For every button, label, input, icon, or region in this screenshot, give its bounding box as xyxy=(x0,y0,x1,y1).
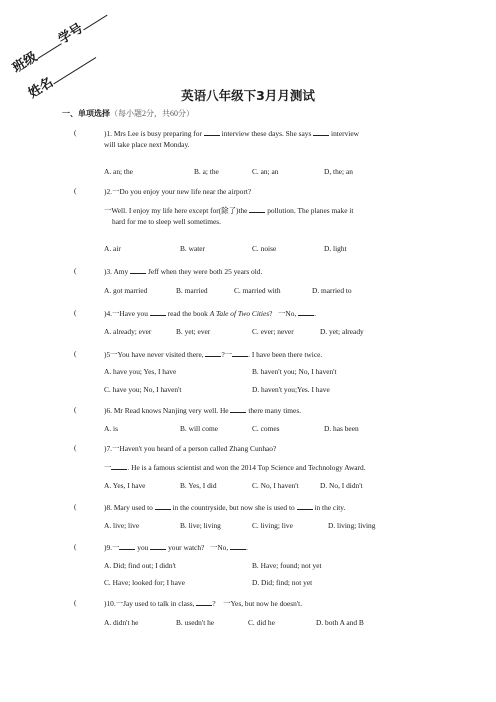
option: A. Did; find out; I didn't xyxy=(104,561,176,570)
section-heading xyxy=(62,108,194,119)
question-text: )6. Mr Read knows Nanjing very well. He xyxy=(104,406,229,415)
option: D. Did; find; not yet xyxy=(252,578,313,587)
question-text: read the book xyxy=(167,309,208,318)
option: D. light xyxy=(324,244,347,253)
question-text: )3. Amy xyxy=(104,267,129,276)
question-text: )8. Mary used to xyxy=(104,503,153,512)
question-4 xyxy=(104,308,422,319)
answer-paren: ( xyxy=(74,598,77,607)
answer-blank xyxy=(230,405,246,413)
question-7 xyxy=(104,443,422,454)
option: A. is xyxy=(104,424,118,433)
option: B. water xyxy=(180,244,206,253)
question-text: . He is a famous scientist and won the 2014 Top Science and Technology Award. xyxy=(127,463,366,472)
question-text: interview xyxy=(331,129,359,138)
name-label: 姓名 xyxy=(26,75,57,102)
class-label: 班级 xyxy=(10,49,41,77)
answer-blank xyxy=(205,349,221,357)
option: C. noise xyxy=(252,244,277,253)
question-text: hard for me to sleep well sometimes. xyxy=(112,217,221,226)
answer-blank xyxy=(196,598,212,606)
question-7-reply xyxy=(104,462,422,473)
option: A. got married xyxy=(104,286,148,295)
option: A. Yes, I have xyxy=(104,481,146,490)
option: A. have you; Yes, I have xyxy=(104,367,177,376)
section-title: 一、单项选择 xyxy=(62,109,110,118)
question-text: pollution. The planes make it xyxy=(267,206,354,215)
answer-paren: ( xyxy=(74,349,77,358)
answer-paren: ( xyxy=(74,128,77,137)
answer-paren: ( xyxy=(74,443,77,452)
answer-blank xyxy=(150,542,166,550)
question-text: ? xyxy=(269,309,273,318)
answer-blank xyxy=(249,205,265,213)
option: C. Have; looked for; I have xyxy=(104,578,185,587)
number-blank xyxy=(78,6,108,30)
answer-blank xyxy=(155,502,171,510)
option: C. did he xyxy=(248,618,275,627)
answer-paren: ( xyxy=(74,502,77,511)
option: C. an; an xyxy=(252,167,279,176)
question-text: )10.一Jay used to talk in class, xyxy=(104,599,195,608)
option: D. living; living xyxy=(328,521,376,530)
section-note: （每小题2分，共60分） xyxy=(110,109,194,118)
answer-blank xyxy=(232,349,248,357)
option: B. Have; found; not yet xyxy=(252,561,322,570)
question-text: )9.一 xyxy=(104,543,120,552)
option: B. Yes, I did xyxy=(180,481,217,490)
question-2-reply xyxy=(104,205,422,227)
question-text: . xyxy=(314,309,316,318)
question-text: )2.一Do you enjoy your new life near the airport? xyxy=(104,187,252,196)
question-text: 一No, xyxy=(277,309,297,318)
name-blank xyxy=(48,49,96,85)
answer-blank xyxy=(230,542,246,550)
book-title: A Tale of Two Cities xyxy=(209,309,270,318)
answer-paren: ( xyxy=(74,266,77,275)
option: D. has been xyxy=(324,424,359,433)
question-text: will take place next Monday. xyxy=(104,140,190,149)
answer-paren: ( xyxy=(74,542,77,551)
question-2 xyxy=(104,186,422,197)
question-text: your watch? xyxy=(168,543,205,552)
option: D. yet; already xyxy=(320,327,364,336)
question-text: in the city. xyxy=(314,503,346,512)
answer-paren: ( xyxy=(74,405,77,414)
answer-blank xyxy=(204,128,220,136)
question-10 xyxy=(104,598,422,609)
number-label: 学号 xyxy=(55,20,86,48)
question-text: )1. Mrs Lee is busy preparing for xyxy=(104,129,202,138)
option: B. usedn't he xyxy=(176,618,215,627)
option: D, the; an xyxy=(324,167,353,176)
option: A. didn't he xyxy=(104,618,139,627)
option: A. live; live xyxy=(104,521,140,530)
question-text: . xyxy=(246,543,248,552)
option: D. No, I didn't xyxy=(320,481,363,490)
question-text: 一Well. I enjoy my life here except for(除了)the xyxy=(104,206,248,215)
answer-blank xyxy=(298,308,314,316)
question-text: 一Yes, but now he doesn't. xyxy=(223,599,303,608)
question-3 xyxy=(104,266,422,277)
question-text: you xyxy=(137,543,149,552)
option: B. will come xyxy=(180,424,218,433)
answer-blank xyxy=(313,128,329,136)
question-9 xyxy=(104,542,422,553)
question-text: )4.一Have you xyxy=(104,309,148,318)
option: A. air xyxy=(104,244,121,253)
question-text: Jeff when they were both 25 years old. xyxy=(147,267,263,276)
option: D. married to xyxy=(312,286,352,295)
option: B. married xyxy=(176,286,208,295)
answer-blank xyxy=(130,266,146,274)
option: D. haven't you;Yes. I have xyxy=(252,385,330,394)
option: C. living; live xyxy=(252,521,293,530)
question-text: interview these days. She says xyxy=(221,129,312,138)
question-5 xyxy=(104,349,422,360)
answer-blank xyxy=(119,542,135,550)
option: B. a; the xyxy=(194,167,219,176)
option: D. both A and B xyxy=(316,618,364,627)
answer-paren: ( xyxy=(74,308,77,317)
question-8 xyxy=(104,502,422,513)
question-text: ?一 xyxy=(221,350,233,359)
option: B. haven't you; No, I haven't xyxy=(252,367,337,376)
question-text: )5一You have never visited there, xyxy=(104,350,204,359)
question-text: 一No, xyxy=(209,543,229,552)
question-text: in the countryside, but now she is used to xyxy=(172,503,295,512)
question-6 xyxy=(104,405,422,416)
option: A. an; the xyxy=(104,167,133,176)
answer-paren: ( xyxy=(74,186,77,195)
option: B. yet; ever xyxy=(176,327,211,336)
exam-title: 英语八年级下3月月测试 xyxy=(181,88,315,103)
question-text: . I have been there twice. xyxy=(248,350,323,359)
option: C. ever; never xyxy=(252,327,294,336)
option: C. have you; No, I haven't xyxy=(104,385,182,394)
question-text: 一 xyxy=(104,463,112,472)
question-text: )7.一Haven't you heard of a person called Zhang Cunhao? xyxy=(104,444,277,453)
answer-blank xyxy=(150,308,166,316)
question-text: there many times. xyxy=(248,406,302,415)
option: A. already; ever xyxy=(104,327,152,336)
option: C. No, I haven't xyxy=(252,481,299,490)
answer-blank xyxy=(297,502,313,510)
question-1 xyxy=(104,128,422,150)
option: B. live; living xyxy=(180,521,221,530)
option: C. married with xyxy=(234,286,281,295)
answer-blank xyxy=(111,462,127,470)
option: C. comes xyxy=(252,424,280,433)
question-text: ? xyxy=(212,599,216,608)
